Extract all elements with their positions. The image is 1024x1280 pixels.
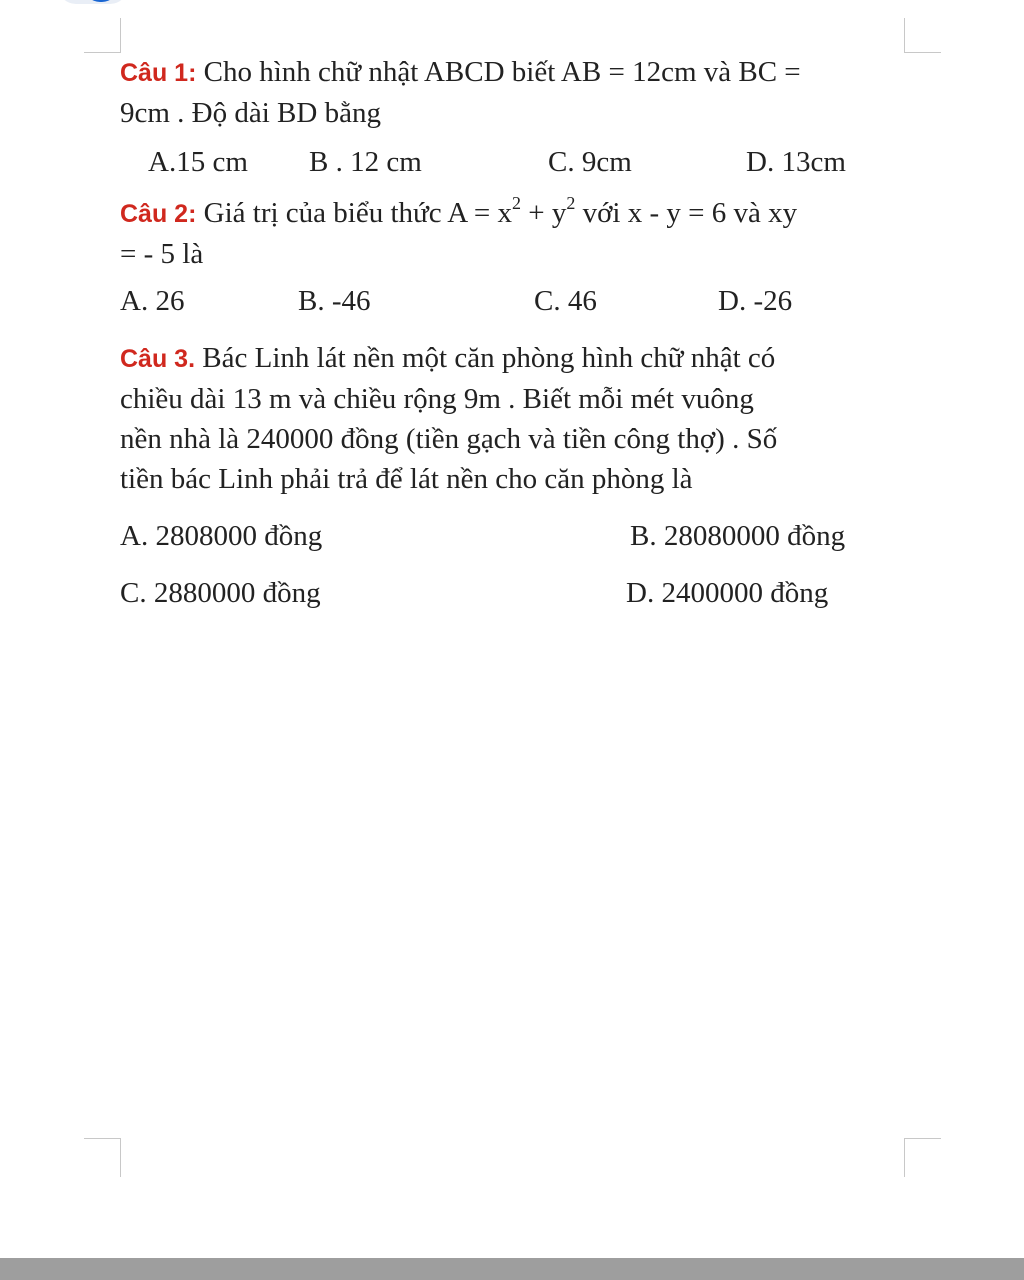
q1-option-b: B . 12 cm xyxy=(309,146,422,178)
margin-corner-bottom-right xyxy=(904,1138,941,1177)
app-indicator xyxy=(58,0,128,4)
margin-corner-top-left xyxy=(84,18,121,53)
question-3-label: Câu 3. xyxy=(120,345,196,373)
question-3-line-3: nền nhà là 240000 đồng (tiền gạch và tiền công thợ) . Số xyxy=(120,423,778,455)
question-2 xyxy=(120,193,900,274)
q3-option-c: C. 2880000 đồng xyxy=(120,577,321,609)
question-3-line-1: Câu 3. Bác Linh lát nền một căn phòng hình chữ nhật có xyxy=(120,342,776,374)
question-3 xyxy=(120,338,900,499)
question-3-line-4: tiền bác Linh phải trả để lát nền cho căn phòng là xyxy=(120,463,693,495)
q2-option-c: C. 46 xyxy=(534,285,597,317)
question-1-line-2: 9cm . Độ dài BD bằng xyxy=(120,97,381,129)
q3-option-d: D. 2400000 đồng xyxy=(626,577,829,609)
q1-option-d: D. 13cm xyxy=(746,146,846,178)
margin-corner-bottom-left xyxy=(84,1138,121,1177)
q2-option-a: A. 26 xyxy=(120,285,185,317)
q2-option-d: D. -26 xyxy=(718,285,793,317)
q3-option-b: B. 28080000 đồng xyxy=(630,520,846,552)
question-1-label: Câu 1: xyxy=(120,59,197,87)
q1-option-a: A.15 cm xyxy=(148,146,248,178)
bottom-scroll-bar[interactable] xyxy=(0,1258,1024,1280)
margin-corner-top-right xyxy=(904,18,941,53)
q2-option-b: B. -46 xyxy=(298,285,371,317)
question-1-line-1: Câu 1: Cho hình chữ nhật ABCD biết AB = 12cm và BC = xyxy=(120,56,801,88)
q1-option-c: C. 9cm xyxy=(548,146,632,178)
question-2-line-2: = - 5 là xyxy=(120,238,204,270)
q3-option-a: A. 2808000 đồng xyxy=(120,520,323,552)
question-2-label: Câu 2: xyxy=(120,200,197,228)
question-3-line-2: chiều dài 13 m và chiều rộng 9m . Biết mỗi mét vuông xyxy=(120,383,754,415)
question-2-line-1: Câu 2: Giá trị của biểu thức $A = x^2 + y^2$ với x - y = 6 và xy xyxy=(120,193,798,229)
question-1 xyxy=(120,52,900,133)
